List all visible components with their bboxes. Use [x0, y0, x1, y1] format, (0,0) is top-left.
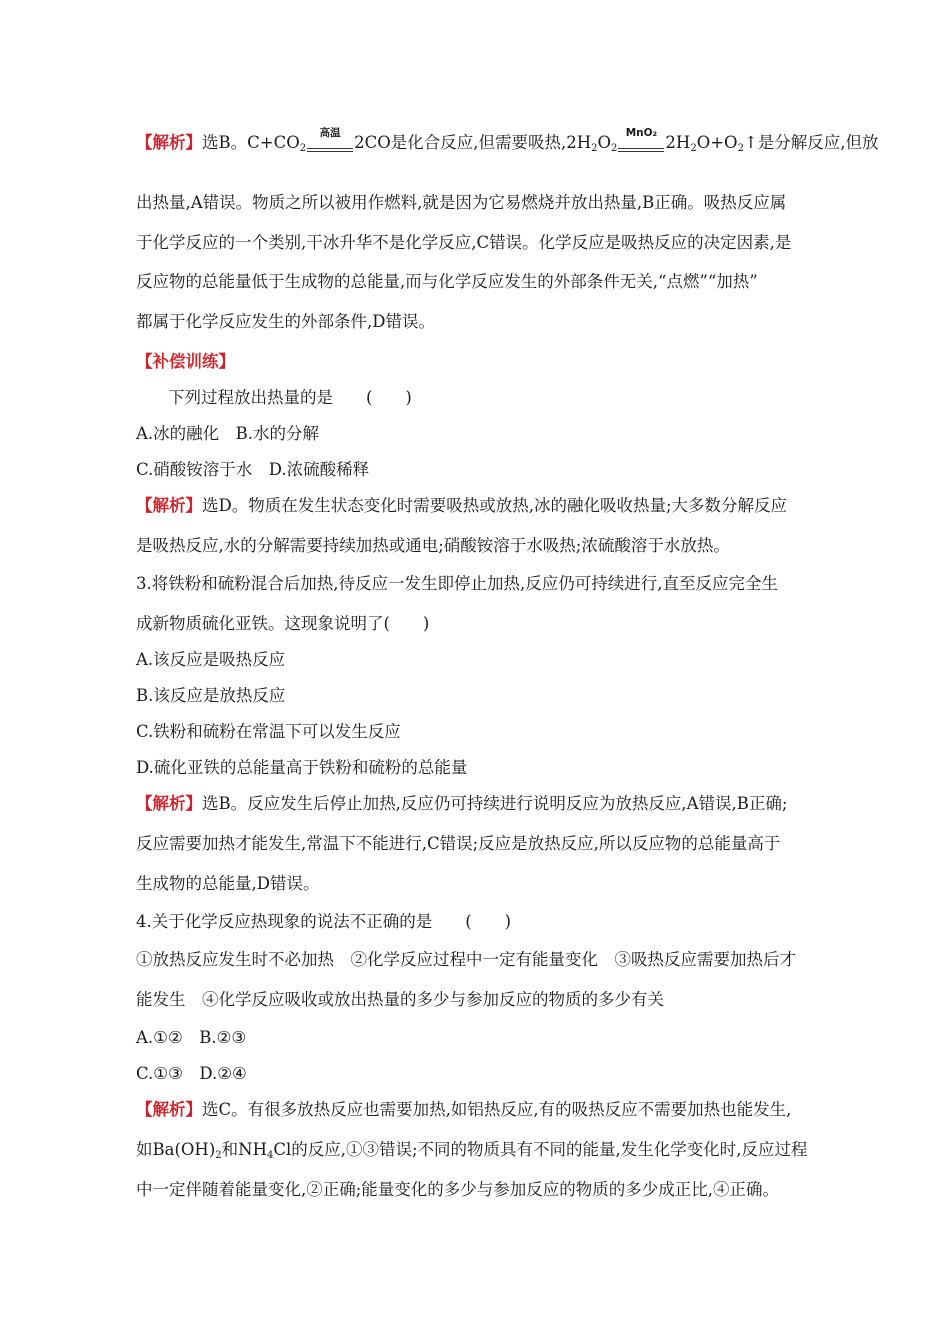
q3-option-b: B.该反应是放热反应 — [136, 686, 286, 705]
q4-analysis-line-1: 【解析】选C。有很多放热反应也需要加热,如铝热反应,有的吸热反应不需要加热也能发生, — [136, 1100, 792, 1119]
q2-analysis-line-4: 反应物的总能量低于生成物的总能量,而与化学反应发生的外部条件无关,“点燃”“加热” — [136, 272, 758, 291]
q3-analysis-line-2: 反应需要加热才能发生,常温下不能进行,C错误;反应是放热反应,所以反应物的总能量高于 — [136, 834, 781, 853]
q4-options-1: A.①② B.②③ — [136, 1028, 247, 1047]
q2-analysis-line-3: 于化学反应的一个类别,干冰升华不是化学反应,C错误。化学反应是吸热反应的决定因素,是 — [136, 233, 792, 252]
reaction-condition-high-temp: 高温 — [307, 142, 353, 148]
q4-analysis-line-3: 中一定伴随着能量变化,②正确;能量变化的多少与参加反应的物质的多少成正比,④正确。 — [136, 1180, 780, 1199]
q2-analysis-line-5: 都属于化学反应发生的外部条件,D错误。 — [136, 312, 435, 331]
analysis-tag: 【解析】 — [136, 133, 202, 152]
compensation-analysis-line-2: 是吸热反应,水的分解需要持续加热或通电;硝酸铵溶于水吸热;浓硫酸溶于水放热。 — [136, 536, 730, 555]
reaction-condition-mno2: MnO₂ — [618, 142, 664, 148]
q4-stem: 4.关于化学反应热现象的说法不正确的是 ( ) — [136, 912, 512, 931]
q3-analysis-line-1: 【解析】选B。反应发生后停止加热,反应仍可持续进行说明反应为放热反应,A错误,B正确; — [136, 794, 788, 813]
compensation-analysis-line-1: 【解析】选D。物质在发生状态变化时需要吸热或放热,冰的融化吸收热量;大多数分解反应 — [136, 496, 788, 515]
q4-options-2: C.①③ D.②④ — [136, 1064, 247, 1083]
q3-option-c: C.铁粉和硫粉在常温下可以发生反应 — [136, 722, 401, 741]
compensation-options-2: C.硝酸铵溶于水 D.浓硫酸稀释 — [136, 460, 370, 479]
q4-statements-line-2: 能发生 ④化学反应吸收或放出热量的多少与参加反应的物质的多少有关 — [136, 990, 664, 1009]
q4-analysis-line-2: 如$Ba(OH)_2$和$NH_4Cl$的反应,①③错误;不同的物质具有不同的能量,发生化学变化时,反应过程 — [136, 1140, 808, 1161]
q2-analysis-line-1: 【解析】选B。$C+CO_2$ 高温 2CO是化合反应,但需要吸热$,2H_2O_2$ MnO₂ $2H_2O+O_2↑$是分解反应,但放 — [136, 127, 879, 154]
q3-analysis-line-3: 生成物的总能量,D错误。 — [136, 874, 320, 893]
q4-statements-line-1: ①放热反应发生时不必加热 ②化学反应过程中一定有能量变化 ③吸热反应需要加热后才 — [136, 950, 796, 969]
q3-option-a: A.该反应是吸热反应 — [136, 650, 286, 669]
compensation-options-1: A.冰的融化 B.水的分解 — [136, 424, 320, 443]
compensation-heading: 【补偿训练】 — [136, 352, 235, 371]
compensation-question: 下列过程放出热量的是 ( ) — [168, 388, 412, 407]
q3-stem-line-2: 成新物质硫化亚铁。这现象说明了( ) — [136, 614, 430, 633]
q3-option-d: D.硫化亚铁的总能量高于铁粉和硫粉的总能量 — [136, 758, 468, 777]
q2-analysis-line-2: 出热量,A错误。物质之所以被用作燃料,就是因为它易燃烧并放出热量,B正确。吸热反应属 — [136, 193, 787, 212]
q3-stem-line-1: 3.将铁粉和硫粉混合后加热,待反应一发生即停止加热,反应仍可持续进行,直至反应完全生 — [136, 574, 778, 593]
